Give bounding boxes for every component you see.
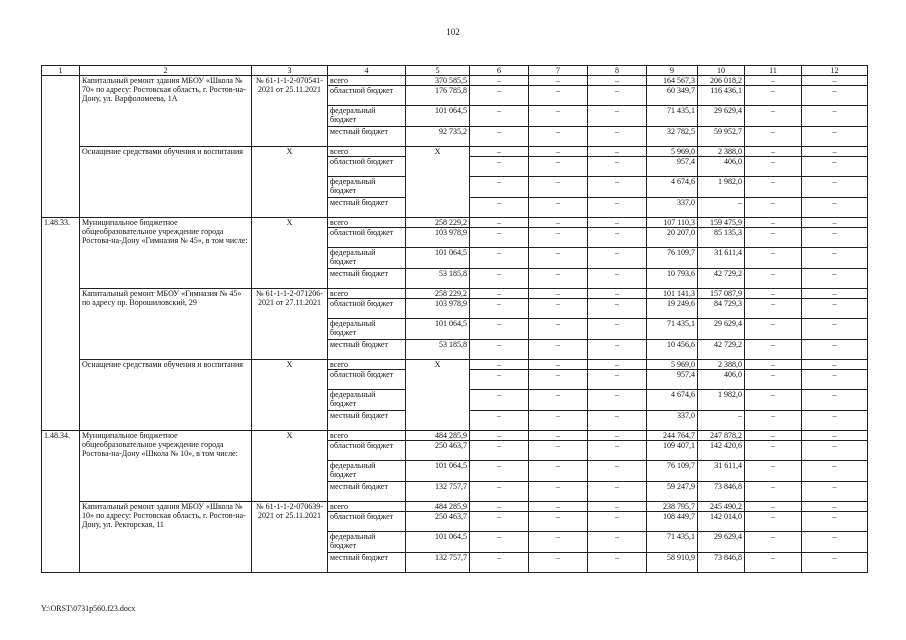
year-value: – xyxy=(745,76,802,86)
year-value: 73 846,8 xyxy=(698,482,745,502)
year-value: – xyxy=(745,228,802,248)
year-value: – xyxy=(470,512,529,532)
year-value: 10 456,6 xyxy=(647,340,698,360)
budget-source-label: всего xyxy=(328,289,406,299)
budget-source-label: областной бюджет xyxy=(328,228,406,248)
year-value: – xyxy=(470,177,529,198)
year-value: – xyxy=(802,370,868,390)
year-value: – xyxy=(802,360,868,370)
table-row xyxy=(42,76,868,86)
year-value: 1 982,0 xyxy=(698,177,745,198)
year-value: – xyxy=(470,228,529,248)
year-value: – xyxy=(588,157,647,177)
year-value: – xyxy=(588,248,647,269)
year-value: – xyxy=(470,431,529,441)
year-value: – xyxy=(529,198,588,218)
year-value: – xyxy=(470,502,529,512)
total-value: Х xyxy=(406,360,470,431)
year-value: – xyxy=(588,319,647,340)
year-value: 29 629,4 xyxy=(698,319,745,340)
year-value: 42 729,2 xyxy=(698,340,745,360)
year-value: – xyxy=(588,106,647,127)
year-value: – xyxy=(745,390,802,411)
year-value: – xyxy=(529,106,588,127)
budget-source-label: местный бюджет xyxy=(328,269,406,289)
total-value: 250 463,7 xyxy=(406,441,470,461)
year-value: – xyxy=(529,340,588,360)
total-value: 484 285,9 xyxy=(406,502,470,512)
total-value: 103 978,9 xyxy=(406,299,470,319)
year-value: – xyxy=(745,340,802,360)
column-header: 10 xyxy=(698,66,745,76)
year-value: – xyxy=(529,370,588,390)
column-header: 1 xyxy=(42,66,80,76)
year-value: – xyxy=(802,289,868,299)
budget-source-label: местный бюджет xyxy=(328,198,406,218)
year-value: – xyxy=(470,360,529,370)
total-value: 101 064,5 xyxy=(406,461,470,482)
year-value: – xyxy=(529,461,588,482)
year-value: – xyxy=(529,532,588,553)
budget-source-label: федеральный бюджет xyxy=(328,106,406,127)
year-value: – xyxy=(588,86,647,106)
year-value: – xyxy=(470,370,529,390)
year-value: 60 349,7 xyxy=(647,86,698,106)
year-value: – xyxy=(470,269,529,289)
year-value: – xyxy=(529,76,588,86)
year-value: – xyxy=(470,157,529,177)
year-value: 73 846,8 xyxy=(698,553,745,573)
item-name: Муниципальное бюджетное общеобразовательное учреждение города Ростова-на-Дону «Гимназия № 45», в том числе: xyxy=(80,218,252,289)
year-value: – xyxy=(802,482,868,502)
item-name: Капитальный ремонт МБОУ «Гимназия № 45» по адресу пр. Ворошиловский, 29 xyxy=(80,289,252,360)
year-value: – xyxy=(745,512,802,532)
year-value: – xyxy=(745,218,802,228)
year-value: – xyxy=(529,512,588,532)
year-value: – xyxy=(529,319,588,340)
total-value: 370 585,5 xyxy=(406,76,470,86)
year-value: 1 982,0 xyxy=(698,390,745,411)
budget-source-label: областной бюджет xyxy=(328,157,406,177)
year-value: – xyxy=(588,76,647,86)
year-value: – xyxy=(470,86,529,106)
year-value: 32 782,5 xyxy=(647,127,698,147)
total-value: 53 185,8 xyxy=(406,340,470,360)
year-value: – xyxy=(529,360,588,370)
budget-source-label: всего xyxy=(328,431,406,441)
budget-table xyxy=(41,65,868,573)
year-value: – xyxy=(802,390,868,411)
year-value: – xyxy=(588,198,647,218)
year-value: – xyxy=(529,390,588,411)
year-value: 29 629,4 xyxy=(698,532,745,553)
budget-source-label: местный бюджет xyxy=(328,340,406,360)
year-value: – xyxy=(802,299,868,319)
budget-source-label: федеральный бюджет xyxy=(328,177,406,198)
budget-source-label: местный бюджет xyxy=(328,553,406,573)
year-value: – xyxy=(588,177,647,198)
year-value: – xyxy=(745,157,802,177)
year-value: 10 793,6 xyxy=(647,269,698,289)
year-value: 58 910,9 xyxy=(647,553,698,573)
year-value: – xyxy=(588,532,647,553)
year-value: – xyxy=(470,532,529,553)
year-value: – xyxy=(588,431,647,441)
budget-source-label: федеральный бюджет xyxy=(328,390,406,411)
total-value: 101 064,5 xyxy=(406,319,470,340)
permit-number: № 61-1-1-2-071206-2021 от 27.11.2021 xyxy=(252,289,328,360)
year-value: 5 969,0 xyxy=(647,360,698,370)
permit-number: Х xyxy=(252,147,328,218)
year-value: – xyxy=(802,269,868,289)
item-number: 1.48.33. xyxy=(42,218,80,431)
year-value: – xyxy=(470,553,529,573)
column-header: 7 xyxy=(529,66,588,76)
year-value: – xyxy=(529,502,588,512)
year-value: – xyxy=(529,431,588,441)
total-value: Х xyxy=(406,147,470,218)
permit-number: № 61-1-1-2-070639-2021 от 25.11.2021 xyxy=(252,502,328,573)
column-header: 4 xyxy=(328,66,406,76)
year-value: – xyxy=(802,340,868,360)
year-value: – xyxy=(802,177,868,198)
item-name: Муниципальное бюджетное общеобразовательное учреждение города Ростова-на-Дону «Школа № 10», в том числе: xyxy=(80,431,252,502)
year-value: – xyxy=(745,86,802,106)
year-value: – xyxy=(588,390,647,411)
year-value: – xyxy=(802,431,868,441)
year-value: 20 207,0 xyxy=(647,228,698,248)
year-value: 76 109,7 xyxy=(647,461,698,482)
year-value: – xyxy=(529,299,588,319)
year-value: 2 388,0 xyxy=(698,360,745,370)
year-value: – xyxy=(588,289,647,299)
year-value: – xyxy=(802,411,868,431)
budget-source-label: местный бюджет xyxy=(328,411,406,431)
year-value: – xyxy=(529,248,588,269)
budget-source-label: областной бюджет xyxy=(328,86,406,106)
column-header: 8 xyxy=(588,66,647,76)
year-value: – xyxy=(745,198,802,218)
year-value: – xyxy=(470,299,529,319)
budget-source-label: всего xyxy=(328,147,406,157)
budget-source-label: областной бюджет xyxy=(328,299,406,319)
year-value: – xyxy=(745,289,802,299)
year-value: – xyxy=(802,218,868,228)
permit-number: Х xyxy=(252,218,328,289)
year-value: 116 436,1 xyxy=(698,86,745,106)
table-row xyxy=(42,289,868,299)
year-value: – xyxy=(470,319,529,340)
year-value: – xyxy=(588,370,647,390)
year-value: – xyxy=(802,248,868,269)
budget-source-label: федеральный бюджет xyxy=(328,532,406,553)
column-header: 11 xyxy=(745,66,802,76)
year-value: – xyxy=(802,502,868,512)
budget-source-label: областной бюджет xyxy=(328,512,406,532)
column-header: 3 xyxy=(252,66,328,76)
year-value: – xyxy=(802,76,868,86)
total-value: 132 757,7 xyxy=(406,482,470,502)
year-value: – xyxy=(802,319,868,340)
year-value: – xyxy=(588,482,647,502)
item-name: Оснащение средствами обучения и воспитания xyxy=(80,147,252,218)
year-value: – xyxy=(588,461,647,482)
budget-source-label: местный бюджет xyxy=(328,482,406,502)
year-value: – xyxy=(802,512,868,532)
total-value: 258 229,2 xyxy=(406,218,470,228)
year-value: – xyxy=(470,147,529,157)
item-name: Капитальный ремонт здания МБОУ «Школа № 70» по адресу: Ростовская область, г. Ростов-на-Дону, ул. Варфоломеева, 1А xyxy=(80,76,252,147)
permit-number: Х xyxy=(252,360,328,431)
budget-source-label: всего xyxy=(328,76,406,86)
year-value: – xyxy=(470,482,529,502)
year-value: 206 018,2 xyxy=(698,76,745,86)
year-value: – xyxy=(745,431,802,441)
budget-source-label: федеральный бюджет xyxy=(328,248,406,269)
total-value: 258 229,2 xyxy=(406,289,470,299)
year-value: – xyxy=(802,461,868,482)
year-value: – xyxy=(802,157,868,177)
year-value: – xyxy=(745,502,802,512)
year-value: – xyxy=(470,411,529,431)
year-value: 109 407,1 xyxy=(647,441,698,461)
year-value: – xyxy=(470,390,529,411)
year-value: – xyxy=(529,86,588,106)
year-value: – xyxy=(802,441,868,461)
table-row xyxy=(42,147,868,157)
year-value: – xyxy=(470,198,529,218)
year-value: – xyxy=(588,299,647,319)
year-value: – xyxy=(745,269,802,289)
column-header: 9 xyxy=(647,66,698,76)
budget-source-label: местный бюджет xyxy=(328,127,406,147)
total-value: 250 463,7 xyxy=(406,512,470,532)
year-value: 71 435,1 xyxy=(647,532,698,553)
year-value: – xyxy=(745,532,802,553)
year-value: 247 878,2 xyxy=(698,431,745,441)
year-value: 59 952,7 xyxy=(698,127,745,147)
year-value: – xyxy=(529,482,588,502)
year-value: 245 490,2 xyxy=(698,502,745,512)
year-value: 4 674,6 xyxy=(647,390,698,411)
year-value: 238 795,7 xyxy=(647,502,698,512)
year-value: – xyxy=(588,269,647,289)
year-value: – xyxy=(470,106,529,127)
column-header: 2 xyxy=(80,66,252,76)
permit-number: № 61-1-1-2-070541-2021 от 25.11.2021 xyxy=(252,76,328,147)
year-value: 142 014,0 xyxy=(698,512,745,532)
total-value: 103 978,9 xyxy=(406,228,470,248)
year-value: 406,0 xyxy=(698,157,745,177)
year-value: – xyxy=(745,370,802,390)
year-value: 337,0 xyxy=(647,411,698,431)
total-value: 92 735,2 xyxy=(406,127,470,147)
total-value: 484 285,9 xyxy=(406,431,470,441)
budget-source-label: федеральный бюджет xyxy=(328,319,406,340)
total-value: 132 757,7 xyxy=(406,553,470,573)
budget-source-label: всего xyxy=(328,502,406,512)
year-value: – xyxy=(745,147,802,157)
year-value: – xyxy=(745,127,802,147)
year-value: – xyxy=(802,553,868,573)
year-value: – xyxy=(745,441,802,461)
year-value: – xyxy=(588,147,647,157)
year-value: – xyxy=(470,218,529,228)
item-name: Капитальный ремонт здания МБОУ «Школа № 10» по адресу: Ростовская область, г. Ростов-на-Дону, ул. Ректорская, 11 xyxy=(80,502,252,573)
table-row xyxy=(42,502,868,512)
year-value: – xyxy=(745,411,802,431)
year-value: 337,0 xyxy=(647,198,698,218)
year-value: 957,4 xyxy=(647,370,698,390)
year-value: 19 249,6 xyxy=(647,299,698,319)
year-value: – xyxy=(588,411,647,431)
year-value: – xyxy=(470,248,529,269)
year-value: 2 388,0 xyxy=(698,147,745,157)
total-value: 176 785,8 xyxy=(406,86,470,106)
year-value: 42 729,2 xyxy=(698,269,745,289)
table-row xyxy=(42,360,868,370)
year-value: – xyxy=(470,76,529,86)
year-value: – xyxy=(529,269,588,289)
budget-source-label: областной бюджет xyxy=(328,441,406,461)
footer-file-path: Y:\ORST\0731p560.f23.docx xyxy=(41,604,136,613)
year-value: – xyxy=(588,360,647,370)
year-value: – xyxy=(745,299,802,319)
year-value: – xyxy=(529,218,588,228)
year-value: – xyxy=(802,198,868,218)
year-value: – xyxy=(745,360,802,370)
year-value: – xyxy=(745,553,802,573)
year-value: – xyxy=(470,441,529,461)
table-row xyxy=(42,218,868,228)
item-number: 1.48.34. xyxy=(42,431,80,573)
total-value: 101 064,5 xyxy=(406,106,470,127)
year-value: – xyxy=(529,441,588,461)
column-header: 12 xyxy=(802,66,868,76)
table-row xyxy=(42,431,868,441)
year-value: – xyxy=(529,147,588,157)
year-value: – xyxy=(529,127,588,147)
total-value: 101 064,5 xyxy=(406,532,470,553)
budget-source-label: всего xyxy=(328,218,406,228)
permit-number: Х xyxy=(252,431,328,502)
column-header: 6 xyxy=(470,66,529,76)
year-value: 31 611,4 xyxy=(698,461,745,482)
year-value: – xyxy=(745,177,802,198)
year-value: – xyxy=(470,461,529,482)
budget-source-label: областной бюджет xyxy=(328,370,406,390)
year-value: 142 420,6 xyxy=(698,441,745,461)
year-value: – xyxy=(802,147,868,157)
year-value: – xyxy=(470,340,529,360)
year-value: 84 729,3 xyxy=(698,299,745,319)
year-value: 157 087,9 xyxy=(698,289,745,299)
year-value: – xyxy=(745,106,802,127)
year-value: 5 969,0 xyxy=(647,147,698,157)
year-value: – xyxy=(588,441,647,461)
year-value: – xyxy=(588,512,647,532)
year-value: 59 247,9 xyxy=(647,482,698,502)
year-value: – xyxy=(802,532,868,553)
year-value: 108 449,7 xyxy=(647,512,698,532)
year-value: – xyxy=(802,106,868,127)
year-value: 406,0 xyxy=(698,370,745,390)
year-value: 85 135,3 xyxy=(698,228,745,248)
year-value: 159 475,9 xyxy=(698,218,745,228)
year-value: 957,4 xyxy=(647,157,698,177)
year-value: – xyxy=(529,157,588,177)
year-value: 4 674,6 xyxy=(647,177,698,198)
year-value: – xyxy=(588,228,647,248)
year-value: 107 110,3 xyxy=(647,218,698,228)
year-value: – xyxy=(529,228,588,248)
header-row xyxy=(42,66,868,76)
year-value: – xyxy=(802,86,868,106)
year-value: – xyxy=(588,340,647,360)
year-value: – xyxy=(470,127,529,147)
year-value: – xyxy=(529,553,588,573)
year-value: – xyxy=(588,218,647,228)
year-value: – xyxy=(529,177,588,198)
year-value: – xyxy=(745,461,802,482)
year-value: – xyxy=(802,228,868,248)
year-value: 29 629,4 xyxy=(698,106,745,127)
year-value: – xyxy=(588,502,647,512)
year-value: – xyxy=(698,411,745,431)
year-value: 101 141,3 xyxy=(647,289,698,299)
column-header: 5 xyxy=(406,66,470,76)
year-value: 76 109,7 xyxy=(647,248,698,269)
budget-source-label: федеральный бюджет xyxy=(328,461,406,482)
year-value: – xyxy=(802,127,868,147)
budget-source-label: всего xyxy=(328,360,406,370)
year-value: – xyxy=(698,198,745,218)
year-value: 31 611,4 xyxy=(698,248,745,269)
year-value: 71 435,1 xyxy=(647,106,698,127)
item-name: Оснащение средствами обучения и воспитания xyxy=(80,360,252,431)
item-number xyxy=(42,76,80,218)
year-value: – xyxy=(529,289,588,299)
total-value: 53 185,8 xyxy=(406,269,470,289)
year-value: – xyxy=(745,482,802,502)
year-value: – xyxy=(588,553,647,573)
year-value: 244 764,7 xyxy=(647,431,698,441)
year-value: – xyxy=(470,289,529,299)
page-number: 102 xyxy=(446,27,460,37)
total-value: 101 064,5 xyxy=(406,248,470,269)
year-value: 164 567,3 xyxy=(647,76,698,86)
year-value: – xyxy=(588,127,647,147)
year-value: – xyxy=(745,248,802,269)
year-value: – xyxy=(745,319,802,340)
year-value: – xyxy=(529,411,588,431)
year-value: 71 435,1 xyxy=(647,319,698,340)
